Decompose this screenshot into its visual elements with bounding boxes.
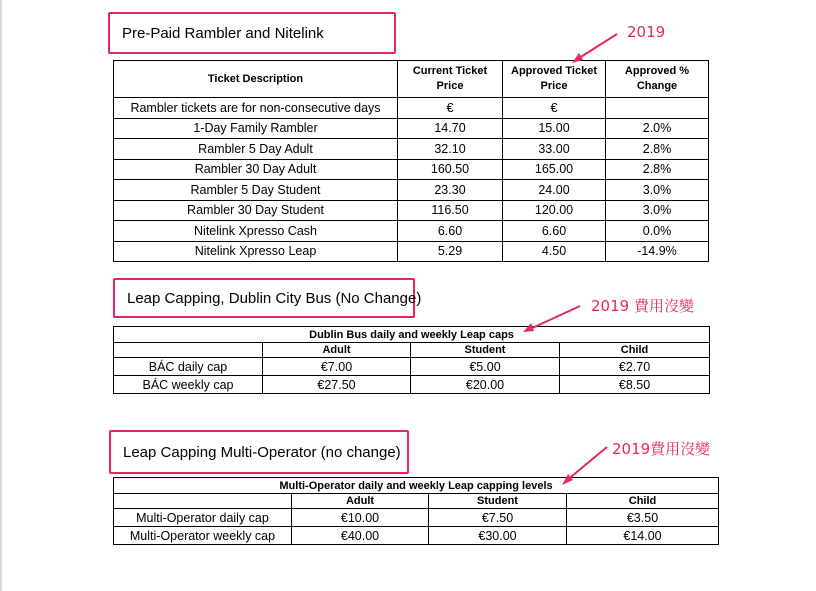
table-cell: 5.29 [398,241,503,262]
section3-note: 2019費用沒變 [612,440,711,458]
table-row [114,221,709,242]
page-left-edge [0,0,2,591]
table-cell: 33.00 [503,139,606,160]
table-cell: -14.9% [606,241,709,262]
table-cell: Rambler 5 Day Student [114,180,398,201]
table-cell: 14.70 [398,118,503,139]
table-cell: 2.0% [606,118,709,139]
table-row [114,180,709,201]
table-cell: € [503,98,606,119]
table-cell: 6.60 [503,221,606,242]
table-cell: Rambler 30 Day Student [114,200,398,221]
section2-note: 2019 費用沒變 [591,297,694,315]
table-cell: Rambler 5 Day Adult [114,139,398,160]
section1-heading [108,12,396,54]
table-cell: Multi-Operator weekly cap [114,527,292,545]
column-header [114,343,263,358]
section2-heading [113,278,422,318]
table-cell: BÁC weekly cap [114,376,263,394]
table-cell: Rambler tickets are for non-consecutive days [114,98,398,119]
table-header-row [114,494,719,509]
table-row [114,139,709,160]
table-row [114,376,710,394]
table-cell: 0.0% [606,221,709,242]
table-cell: 120.00 [503,200,606,221]
table-cell: 2.8% [606,159,709,180]
table-cell: 3.0% [606,200,709,221]
currency-row [114,98,709,119]
table-row [114,200,709,221]
column-header: Approved % Change [606,61,709,98]
table-row [114,159,709,180]
table-caption-row [114,478,719,494]
section3-heading-text: Leap Capping Multi-Operator (no change) [123,443,401,461]
table-cell: 6.60 [398,221,503,242]
section1-heading-text: Pre-Paid Rambler and Nitelink [122,24,324,42]
table-cell: €3.50 [567,509,719,527]
table-row [114,358,710,376]
table-caption: Dublin Bus daily and weekly Leap caps [114,327,710,343]
column-header: Student [411,343,560,358]
column-header [114,494,292,509]
table-cell: €7.00 [263,358,411,376]
table-cell: 116.50 [398,200,503,221]
table-cell: €8.50 [560,376,710,394]
table-header-row [114,343,710,358]
section3-heading [109,430,409,474]
table-cell: 160.50 [398,159,503,180]
table-cell: 24.00 [503,180,606,201]
table-cell: Nitelink Xpresso Cash [114,221,398,242]
table-cell: Nitelink Xpresso Leap [114,241,398,262]
column-header: Student [429,494,567,509]
table-cell: 23.30 [398,180,503,201]
column-header: Approved Ticket Price [503,61,606,98]
section1-note: 2019 [627,23,666,41]
table-cell: 15.00 [503,118,606,139]
table-cell: €27.50 [263,376,411,394]
column-header: Child [567,494,719,509]
table-cell: Multi-Operator daily cap [114,509,292,527]
table-header-row [114,61,709,98]
column-header: Adult [292,494,429,509]
table-cell: €2.70 [560,358,710,376]
table-cell: €10.00 [292,509,429,527]
table-cell: € [398,98,503,119]
column-header: Child [560,343,710,358]
prepaid-fare-table [113,60,709,262]
column-header: Ticket Description [114,61,398,98]
column-header: Current Ticket Price [398,61,503,98]
table-caption-row [114,327,710,343]
table-row [114,509,719,527]
table-cell: €20.00 [411,376,560,394]
arrow-icon [576,34,617,60]
multi-operator-leap-caps-table [113,477,719,545]
table-cell: 32.10 [398,139,503,160]
table-cell: €5.00 [411,358,560,376]
dublin-bus-leap-caps-table [113,326,710,394]
table-cell: 3.0% [606,180,709,201]
table-row [114,241,709,262]
table-cell: €40.00 [292,527,429,545]
table-cell: BÁC daily cap [114,358,263,376]
table-caption: Multi-Operator daily and weekly Leap capping levels [114,478,719,494]
table-cell: €14.00 [567,527,719,545]
table-cell: €30.00 [429,527,567,545]
table-cell: 1-Day Family Rambler [114,118,398,139]
table-cell [606,98,709,119]
section2-heading-text: Leap Capping, Dublin City Bus (No Change) [127,289,422,307]
table-cell: 4.50 [503,241,606,262]
table-cell: €7.50 [429,509,567,527]
column-header: Adult [263,343,411,358]
table-cell: Rambler 30 Day Adult [114,159,398,180]
table-cell: 2.8% [606,139,709,160]
table-cell: 165.00 [503,159,606,180]
arrow-icon [566,447,607,481]
table-row [114,118,709,139]
table-row [114,527,719,545]
